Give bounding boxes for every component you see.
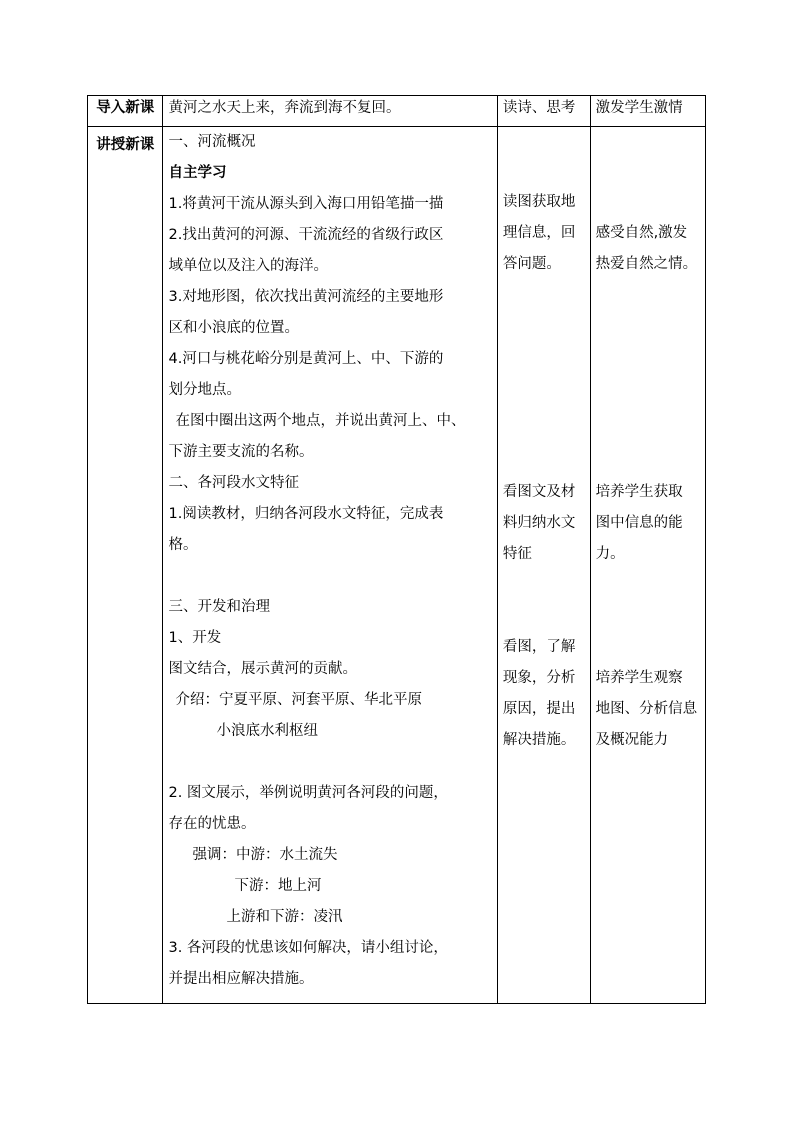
- content-line: 介绍：宁夏平原、河套平原、华北平原: [175, 692, 422, 708]
- table-row-teach: [88, 127, 706, 1004]
- purpose-line: 及概况能力: [595, 732, 669, 748]
- content-line: 存在的忧患。: [168, 816, 256, 832]
- activity-line: 现象，分析: [502, 670, 576, 686]
- activity-line: 理信息，回: [502, 225, 576, 241]
- content-line: 1、开发: [168, 630, 222, 646]
- content-line: 图文结合，展示黄河的贡献。: [168, 661, 357, 677]
- table-row-intro: [88, 96, 706, 127]
- content-line: 上游和下游：凌汛: [226, 909, 343, 925]
- content-line: 在图中圈出这两个地点，并说出黄河上、中、: [175, 413, 466, 429]
- content-line: 二、各河段水文特征: [168, 475, 299, 491]
- content-line-empty: [168, 561, 491, 592]
- purpose-line: 图中信息的能: [595, 515, 683, 531]
- content-line: 一、河流概况: [168, 134, 256, 150]
- row-label-teach: 讲授新课: [88, 127, 163, 1004]
- content-line: 划分地点。: [168, 382, 241, 398]
- activity-line: 原因，提出: [502, 701, 576, 717]
- lesson-plan-table: [87, 95, 706, 1004]
- purpose-line: 培养学生获取: [595, 484, 683, 500]
- content-line: 自主学习: [168, 165, 227, 181]
- teach-purposes: [590, 127, 705, 1004]
- teach-activities: [497, 127, 590, 1004]
- teach-content: [163, 127, 497, 1004]
- content-line: 区和小浪底的位置。: [168, 320, 299, 336]
- content-line: 下游主要支流的名称。: [168, 444, 314, 460]
- content-line: 3.对地形图，依次找出黄河流经的主要地形: [168, 289, 444, 305]
- activity-line: 特征: [502, 546, 532, 562]
- activity-line: 读图获取地: [502, 194, 576, 210]
- intro-content: 黄河之水天上来，奔流到海不复回。: [163, 96, 497, 127]
- activity-line: 答问题。: [502, 256, 561, 272]
- content-line: 2. 图文展示，举例说明黄河各河段的问题，: [168, 785, 448, 801]
- purpose-line: 地图、分析信息: [595, 701, 698, 717]
- purpose-line: 热爱自然之情。: [595, 256, 698, 272]
- content-line: 域单位以及注入的海洋。: [168, 258, 328, 274]
- purpose-line: 感受自然,激发: [595, 225, 688, 241]
- content-line: 3. 各河段的忧患该如何解决，请小组讨论，: [168, 940, 448, 956]
- activity-line: 看图文及材: [502, 484, 576, 500]
- purpose-line: 培养学生观察: [595, 670, 683, 686]
- content-line: 并提出相应解决措施。: [168, 971, 314, 987]
- content-line: 下游：地上河: [234, 878, 322, 894]
- content-line: 4.河口与桃花峪分别是黄河上、中、下游的: [168, 351, 444, 367]
- purpose-line: 力。: [595, 546, 625, 562]
- content-line: 1.阅读教材，归纳各河段水文特征，完成表: [168, 506, 444, 522]
- content-line: 格。: [168, 537, 198, 553]
- content-line: 1.将黄河干流从源头到入海口用铅笔描一描: [168, 196, 444, 212]
- intro-purpose: 激发学生激情: [590, 96, 705, 127]
- content-line: 强调：中游：水土流失: [192, 847, 338, 863]
- intro-activity: 读诗、思考: [497, 96, 590, 127]
- activity-line: 料归纳水文: [502, 515, 576, 531]
- content-line: 三、开发和治理: [168, 599, 270, 615]
- content-line-empty: [168, 747, 491, 778]
- activity-line: 解决措施。: [502, 732, 576, 748]
- content-line: 2.找出黄河的河源、干流流经的省级行政区: [168, 227, 444, 243]
- activity-line: 看图，了解: [502, 639, 576, 655]
- row-label-intro: 导入新课: [88, 96, 163, 127]
- content-line: 小浪底水利枢纽: [216, 723, 318, 739]
